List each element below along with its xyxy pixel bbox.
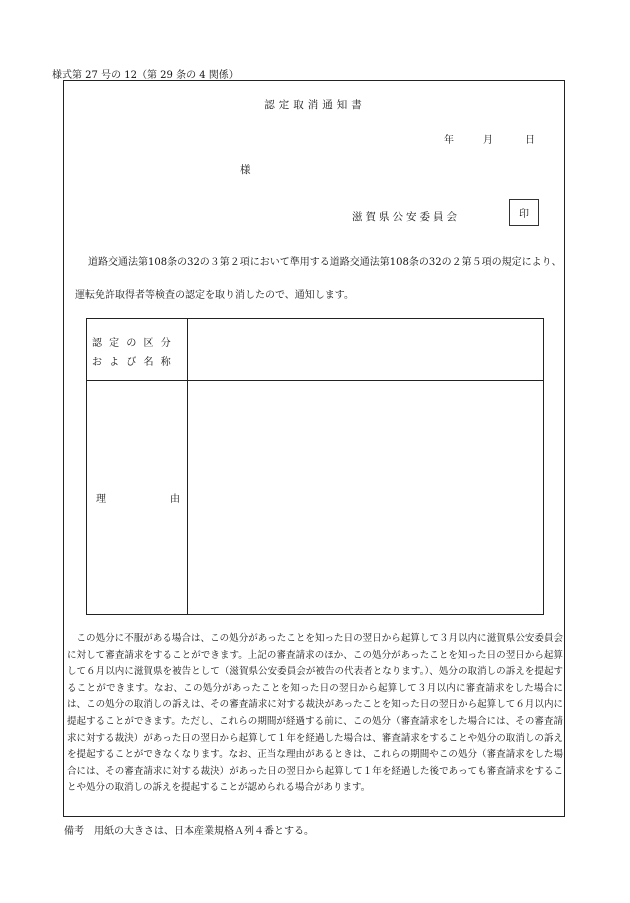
reason-value	[194, 388, 538, 608]
reason-label-char-2: 由	[170, 494, 180, 505]
certification-type-label	[92, 334, 184, 372]
reason-label	[96, 490, 180, 505]
seal-label: 印	[519, 209, 529, 220]
form-number: 様式第 27 号の 12（第 29 条の 4 関係）	[52, 70, 239, 81]
table-row-divider	[86, 380, 544, 381]
table-column-divider	[187, 318, 188, 615]
intro-line-2: 運転免許取得者等検査の認定を取り消したので、通知します。	[75, 290, 354, 301]
remark-note: 備考 用紙の大きさは、日本産業規格Ａ列４番とする。	[64, 826, 314, 837]
date-day-label: 日	[525, 135, 535, 146]
issuer-name: 滋賀県公安委員会	[352, 211, 460, 223]
certification-type-value	[194, 326, 538, 374]
date-year-label: 年	[444, 135, 454, 146]
addressee-suffix: 様	[240, 164, 251, 176]
document-title: 認定取消通知書	[264, 99, 366, 111]
intro-line-1: 道路交通法第108条の32の３第２項において準用する道路交通法第108条の32の２第５項の規定により、	[88, 257, 562, 268]
seal-box	[509, 199, 539, 226]
reason-label-char-1: 理	[96, 494, 106, 505]
certification-type-label-line-1: 認 定 の 区 分	[92, 338, 173, 349]
appeal-notice: この処分に不服がある場合は、この処分があったことを知った日の翌日から起算して３月以内に滋賀県公安委員会に対して審査請求をすることができます。上記の審査請求のほか、この処分があったことを知った日の翌日から起算して６月以内に滋賀県を被告として（滋賀県公安委員会が被告の代表者となります。）、処分の取消しの訴えを提起することができます。なお、この処分があったことを知った日の翌日から起算して３月以内に審査請求をした場合には、この処分の取消しの訴えは、その審査請求に対する裁決があったことを知った日の翌日から起算して６月以内に提起することができます。ただし、これらの期間が経過する前に、この処分（審査請求をした場合には、その審査請求に対する裁決）があった日の翌日から起算して１年を経過した場合は、審査請求をすることや処分の取消しの訴えを提起することができなくなります。なお、正当な理由があるときは、これらの期間やこの処分（審査請求をした場合には、その審査請求に対する裁決）があった日の翌日から起算して１年を経過した後であっても審査請求をすることや処分の取消しの訴えを提起することが認められる場合があります。	[67, 633, 563, 794]
certification-type-label-line-2: お よ び 名 称	[92, 357, 173, 368]
date-month-label: 月	[483, 135, 493, 146]
